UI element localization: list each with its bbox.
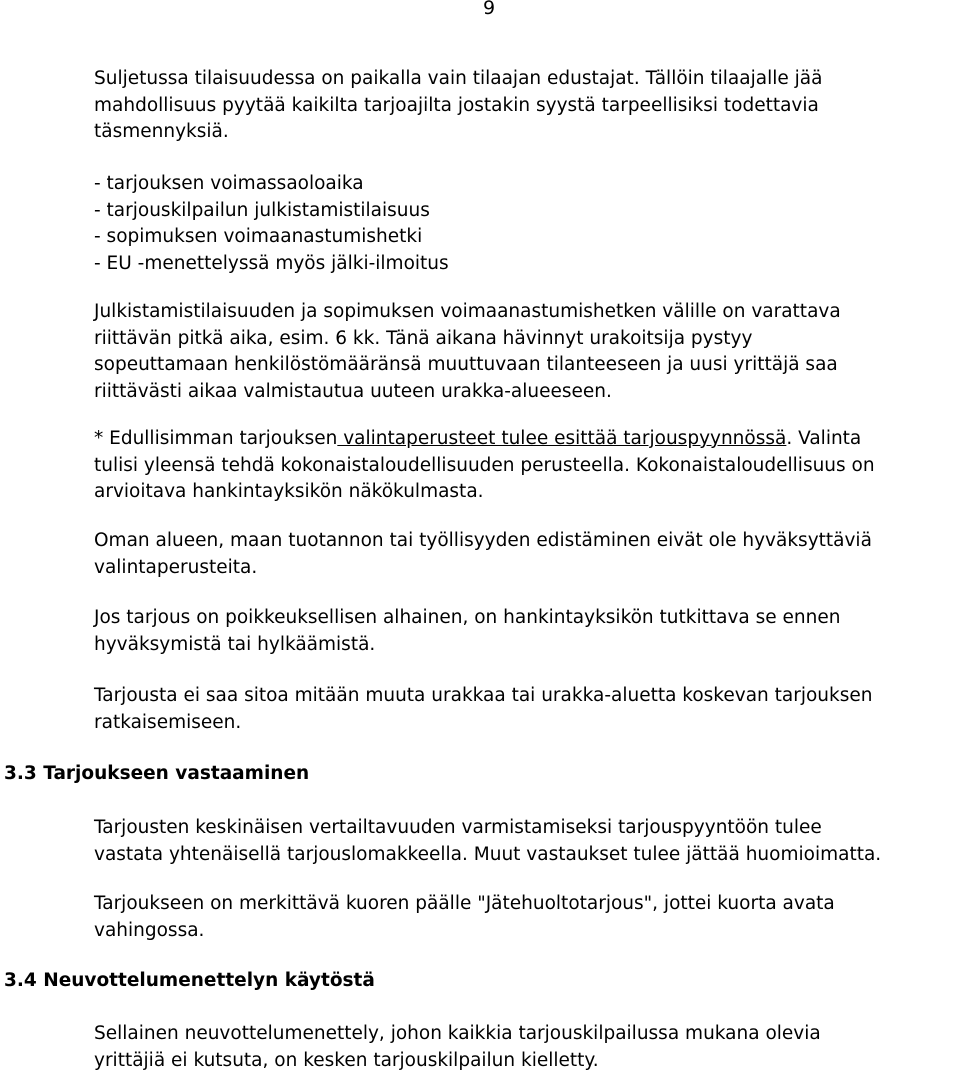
- paragraph-comparability: [94, 815, 960, 868]
- text-line: riittävän pitkä aika, esim. 6 kk. Tänä aikana hävinnyt urakoitsija pystyy: [94, 327, 753, 349]
- text-line: vastata yhtenäisellä tarjouslomakkeella. Muut vastaukset tulee jättää huomioimatta.: [94, 843, 882, 865]
- text-line: tulisi yleensä tehdä kokonaistaloudellisuuden perusteella. Kokonaistaloudellisuus on: [94, 454, 875, 476]
- paragraph-abnormally-low: [94, 605, 960, 658]
- text-line: . Valinta: [786, 428, 862, 449]
- text-line: sopeuttamaan henkilöstömääränsä muuttuvaan tilanteeseen ja uusi yrittäjä saa: [94, 354, 838, 375]
- text-line: Sellainen neuvottelumenettely, johon kaikkia tarjouskilpailussa mukana olevia: [94, 1023, 821, 1044]
- text-line: arvioitava hankintayksikön näkökulmasta.: [94, 481, 484, 502]
- underlined-text: valintaperusteet tulee esittää tarjouspyynnössä: [337, 428, 787, 449]
- paragraph-time-period: [94, 299, 960, 405]
- text-line: valintaperusteita.: [94, 556, 258, 578]
- text-line: Julkistamistilaisuuden ja sopimuksen voimaanastumishetken välille on varattava: [94, 301, 841, 322]
- list-item: - tarjouksen voimassaoloaika: [94, 173, 364, 194]
- text-line: riittävästi aikaa valmistautua uuteen urakka-alueeseen.: [94, 380, 612, 402]
- text-line: ratkaisemiseen.: [94, 711, 242, 733]
- paragraph-local-preference: [94, 528, 960, 581]
- list-item: - tarjouskilpailun julkistamistilaisuus: [94, 199, 430, 221]
- dash-list: [94, 171, 960, 277]
- list-item: - sopimuksen voimaanastumishetki: [94, 226, 423, 247]
- list-item: - EU -menettelyssä myös jälki-ilmoitus: [94, 252, 449, 274]
- text-line: Tarjousten keskinäisen vertailtavuuden varmistamiseksi tarjouspyyntöön tulee: [94, 817, 822, 838]
- text-line: vahingossa.: [94, 919, 205, 941]
- text-line: Tarjoukseen on merkittävä kuoren päälle "Jätehuoltotarjous", jottei kuorta avata: [94, 893, 835, 914]
- text-line: Tarjousta ei saa sitoa mitään muuta urakkaa tai urakka-aluetta koskevan tarjouksen: [94, 685, 873, 706]
- text-line: hyväksymistä tai hylkäämistä.: [94, 633, 376, 655]
- paragraph-negotiation: [94, 1021, 960, 1074]
- text-line: * Edullisimman tarjouksen: [94, 428, 338, 449]
- paragraph-selection-criteria: [94, 426, 960, 506]
- section-heading-3-3: 3.3 Tarjoukseen vastaaminen: [4, 763, 310, 784]
- paragraph-envelope-marking: [94, 891, 960, 944]
- page-number: 9: [483, 0, 496, 19]
- paragraph-no-tying: [94, 683, 960, 736]
- text-line: Suljetussa tilaisuudessa on paikalla vain tilaajan edustajat. Tällöin tilaajalle jää: [94, 68, 823, 89]
- text-line: yrittäjiä ei kutsuta, on kesken tarjouskilpailun kielletty.: [94, 1049, 599, 1071]
- text-line: Oman alueen, maan tuotannon tai työllisyyden edistäminen eivät ole hyväksyttäviä: [94, 530, 872, 551]
- text-line: täsmennyksiä.: [94, 121, 229, 142]
- paragraph-closed-session: [94, 66, 960, 146]
- text-line: Jos tarjous on poikkeuksellisen alhainen, on hankintayksikön tutkittava se ennen: [94, 607, 841, 628]
- text-line: mahdollisuus pyytää kaikilta tarjoajilta jostakin syystä tarpeellisiksi todettavia: [94, 94, 819, 116]
- section-heading-3-4: 3.4 Neuvottelumenettelyn käytöstä: [4, 970, 375, 991]
